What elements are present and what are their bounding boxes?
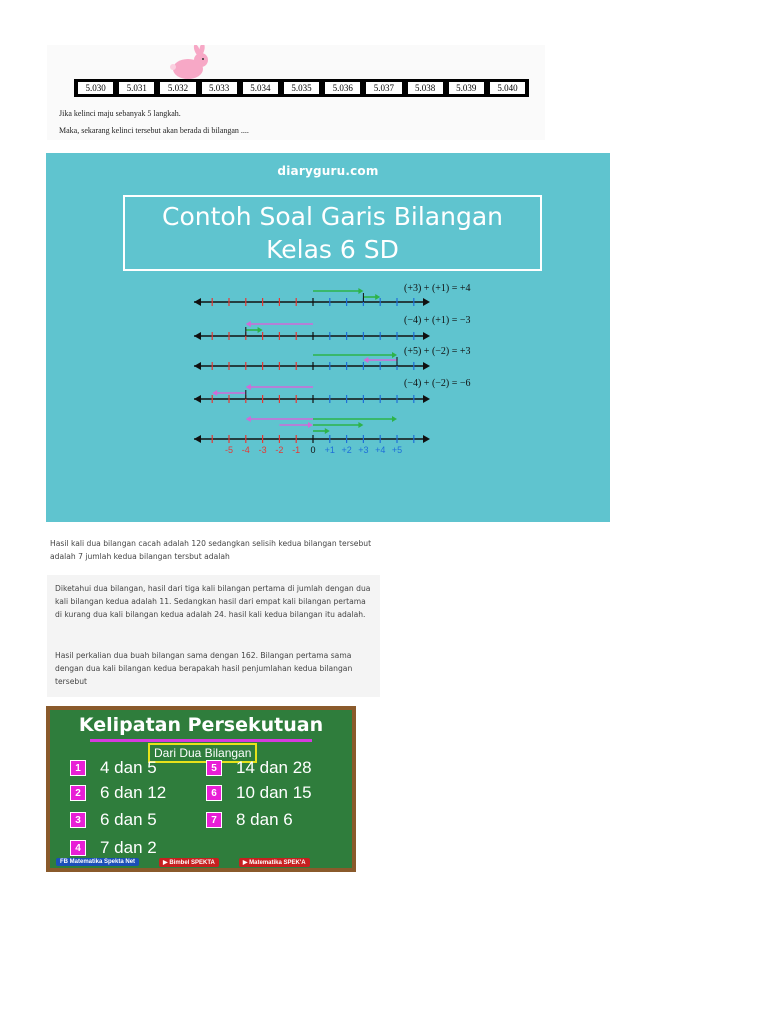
chalkboard-image xyxy=(46,706,356,872)
board-item xyxy=(70,758,157,778)
jump-arrow-head xyxy=(246,416,251,422)
board-item xyxy=(70,810,157,830)
axis-arrowhead-right xyxy=(423,395,430,403)
number-cell: 5.038 xyxy=(407,81,444,95)
item-text: 10 dan 15 xyxy=(236,783,312,802)
axis-arrowhead-left xyxy=(194,362,201,370)
negative-tick-label: -5 xyxy=(224,445,234,455)
axis-arrowhead-right xyxy=(423,362,430,370)
item-number-badge: 5 xyxy=(206,760,222,776)
negative-tick-label: -3 xyxy=(258,445,267,455)
jump-arrow-head xyxy=(246,321,251,327)
item-text: 6 dan 12 xyxy=(100,783,167,802)
board-item xyxy=(206,783,312,803)
rabbit-icon xyxy=(164,45,210,81)
positive-tick-label: +3 xyxy=(358,445,369,455)
site-watermark: diaryguru.com xyxy=(277,164,379,178)
equation-1: (+3) + (+1) = +4 xyxy=(404,283,471,294)
equation-2: (−4) + (+1) = −3 xyxy=(404,315,471,326)
board-item xyxy=(70,783,166,803)
equation-4: (−4) + (−2) = −6 xyxy=(404,378,471,389)
board-item xyxy=(206,758,312,778)
chalkboard-surface xyxy=(50,710,352,868)
positive-tick-label: +4 xyxy=(375,445,386,455)
rabbit-number-line-image xyxy=(47,45,545,140)
negative-tick-label: -1 xyxy=(292,445,301,455)
item-number-badge: 4 xyxy=(70,840,86,856)
number-cell: 5.036 xyxy=(324,81,361,95)
board-footer xyxy=(50,856,352,868)
item-number-badge: 6 xyxy=(206,785,222,801)
item-number-badge: 1 xyxy=(70,760,86,776)
jump-arrow-head xyxy=(392,416,397,422)
number-cell: 5.032 xyxy=(159,81,196,95)
equation-3: (+5) + (−2) = +3 xyxy=(404,346,471,357)
jump-arrow-head xyxy=(258,327,263,333)
axis-arrowhead-left xyxy=(194,332,201,340)
board-subtitle: Dari Dua Bilangan xyxy=(148,743,257,763)
footer-badge-facebook: FB Matematika Spekta Net xyxy=(56,858,139,866)
item-text: 14 dan 28 xyxy=(236,758,312,777)
item-number-badge: 3 xyxy=(70,812,86,828)
item-number-badge: 2 xyxy=(70,785,86,801)
item-text: 6 dan 5 xyxy=(100,810,157,829)
number-cell: 5.040 xyxy=(489,81,526,95)
number-cell: 5.039 xyxy=(448,81,485,95)
axis-arrowhead-left xyxy=(194,435,201,443)
axis-arrowhead-left xyxy=(194,298,201,306)
item-text: 8 dan 6 xyxy=(236,810,293,829)
question-3: Hasil perkalian dua buah bilangan sama dengan 162. Bilangan pertama sama dengan dua kali bilangan kedua berapakah hasil penjumlahan kedua bilangan tersebut xyxy=(55,651,353,686)
negative-tick-label: -2 xyxy=(275,445,284,455)
number-line-examples-image xyxy=(46,153,610,522)
title-line-2: Kelas 6 SD xyxy=(266,235,399,264)
question-1: Hasil kali dua bilangan cacah adalah 120 sedangkan selisih kedua bilangan tersebut adalah 7 jumlah kedua bilangan tersbut adalah xyxy=(50,539,372,561)
jump-arrow-head xyxy=(358,422,363,428)
number-cell: 5.034 xyxy=(242,81,279,95)
jump-arrow-head xyxy=(392,352,397,358)
question-box xyxy=(47,575,380,697)
question-2: Diketahui dua bilangan, hasil dari tiga kali bilangan pertama di jumlah dengan dua kali bilangan kedua adalah 11. Sedangkan hasil dari empat kali bilangan pertama di kurang dua kali bilangan kedua adalah 24. hasil kali kedua bilangan itu adalah. xyxy=(55,584,371,619)
item-text: 7 dan 2 xyxy=(100,838,157,857)
axis-arrowhead-right xyxy=(423,298,430,306)
jump-arrow-head xyxy=(358,288,363,294)
number-cell: 5.031 xyxy=(118,81,155,95)
board-title: Kelipatan Persekutuan xyxy=(78,714,324,736)
item-number-badge: 7 xyxy=(206,812,222,828)
board-item xyxy=(70,838,157,858)
jump-arrow-head xyxy=(246,384,251,390)
axis-arrowhead-right xyxy=(423,435,430,443)
zero-tick-label: 0 xyxy=(310,445,316,455)
jump-arrow-head xyxy=(375,294,380,300)
board-item xyxy=(206,810,293,830)
jump-arrow-head xyxy=(325,428,330,434)
positive-tick-label: +1 xyxy=(324,445,335,455)
positive-tick-label: +2 xyxy=(341,445,352,455)
number-cell: 5.030 xyxy=(77,81,114,95)
jump-arrow-head xyxy=(212,390,217,396)
number-cell: 5.037 xyxy=(365,81,402,95)
number-cell: 5.035 xyxy=(283,81,320,95)
number-strip xyxy=(74,79,529,97)
problem-line-1: Jika kelinci maju sebanyak 5 langkah. xyxy=(59,109,181,118)
axis-arrowhead-right xyxy=(423,332,430,340)
number-lines-graphic xyxy=(46,153,610,522)
title-line-1: Contoh Soal Garis Bilangan xyxy=(162,202,503,231)
positive-tick-label: +5 xyxy=(391,445,403,455)
axis-arrowhead-left xyxy=(194,395,201,403)
board-title-underline xyxy=(90,739,312,742)
number-cell: 5.033 xyxy=(201,81,238,95)
jump-arrow-head xyxy=(363,357,368,363)
problem-line-2: Maka, sekarang kelinci tersebut akan berada di bilangan .... xyxy=(59,126,249,135)
jump-arrow-head xyxy=(308,422,313,428)
footer-badge-youtube-2: ▶ Matematika SPEK'A xyxy=(239,858,310,867)
negative-tick-label: -4 xyxy=(241,445,250,455)
footer-badge-youtube: ▶ Bimbel SPEKTA xyxy=(159,858,219,867)
item-text: 4 dan 5 xyxy=(100,758,157,777)
